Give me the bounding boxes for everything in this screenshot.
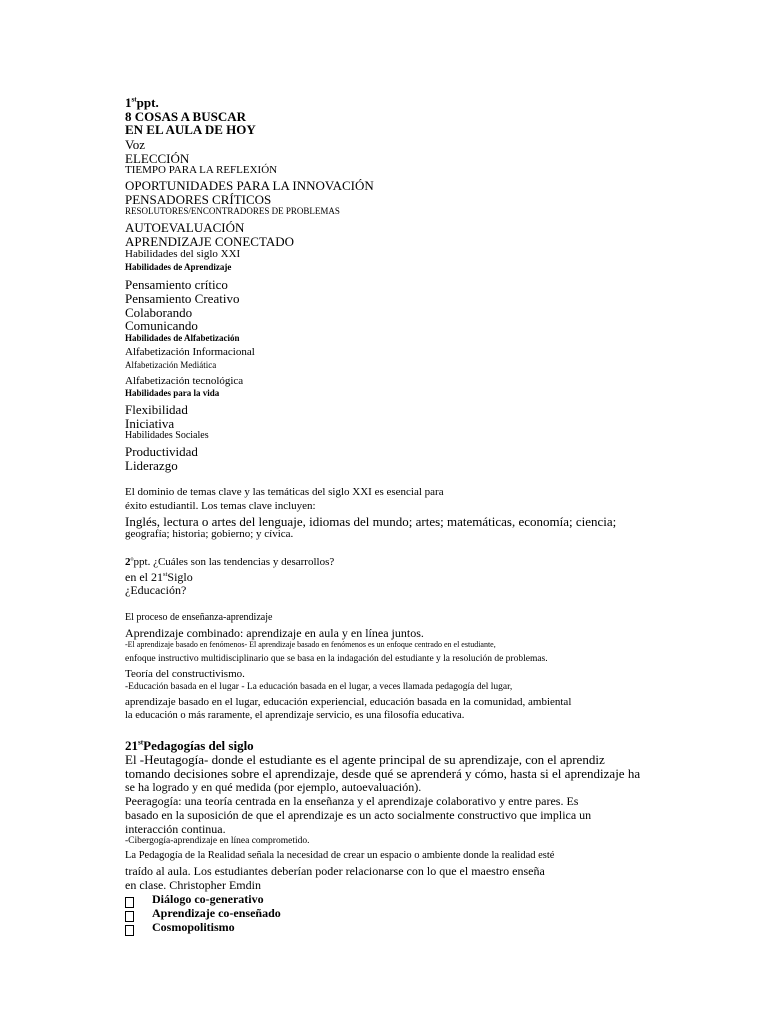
mastery-line: éxito estudiantil. Los temas clave incluyen: <box>125 500 316 512</box>
checkbox-icon <box>125 922 134 940</box>
pedagogies-line: se ha logrado y en qué medida (por ejemplo, autoevaluación). <box>125 780 422 794</box>
bullet-label: Aprendizaje co-enseñado <box>152 906 281 920</box>
pedagogies-line: Peeragogía: una teoría centrada en la enseñanza y el aprendizaje colaborativo y entre pares. Es <box>125 794 579 808</box>
pedagogies-line: basado en la suposición de que el aprendizaje es un acto socialmente constructivo que implica un <box>125 808 592 822</box>
ppt1-label: 1stppt. <box>125 95 159 110</box>
ppt2-line: 2$^o$ppt. ¿Cuáles son las tendencias y desarrollos? <box>125 556 335 568</box>
title-line-1: 8 COSAS A BUSCAR <box>125 109 247 124</box>
process-line: la educación o más raramente, el aprendizaje servicio, es una filosofía educativa. <box>125 710 465 721</box>
ppt2-line: en el 21stSiglo <box>125 570 193 584</box>
list1-item: OPORTUNIDADES PARA LA INNOVACIÓN <box>125 178 374 193</box>
literacy-skill: Alfabetización tecnológica <box>125 375 244 387</box>
ppt2-line: ¿Educación? <box>125 583 187 597</box>
title-line-2: EN EL AULA DE HOY <box>125 122 256 137</box>
learning-skill: Pensamiento Creativo <box>125 291 240 306</box>
learning-skills-heading: Habilidades de Aprendizaje <box>125 262 232 272</box>
mastery-line: Inglés, lectura o artes del lenguaje, idiomas del mundo; artes; matemáticas, economía; ciencia; <box>125 514 617 529</box>
pedagogies-line: interacción continua. <box>125 822 226 836</box>
list1-item: Voz <box>125 137 145 152</box>
process-line: enfoque instructivo multidisciplinario que se basa en la indagación del estudiante y la resolución de problemas. <box>125 654 548 664</box>
literacy-skills-heading: Habilidades de Alfabetización <box>125 333 240 343</box>
life-skill: Productividad <box>125 444 198 459</box>
learning-skill: Colaborando <box>125 305 193 320</box>
pedagogies-line: traído al aula. Los estudiantes deberían poder relacionarse con lo que el maestro enseña <box>125 864 545 878</box>
bullet-label: Diálogo co-generativo <box>152 892 264 906</box>
pedagogies-line: -Cibergogía-aprendizaje en línea comprometido. <box>125 836 310 846</box>
process-line: aprendizaje basado en el lugar, educación experiencial, educación basada en la comunidad, ambiental <box>125 696 572 708</box>
pedagogies-heading: 21stPedagogías del siglo <box>125 738 254 753</box>
pedagogies-line: El -Heutagogía- donde el estudiante es el agente principal de su aprendizaje, con el aprendiz <box>125 752 605 767</box>
list1-item: RESOLUTORES/ENCONTRADORES DE PROBLEMAS <box>125 206 340 216</box>
list1-item: AUTOEVALUACIÓN <box>125 220 245 235</box>
century-skills-heading: Habilidades del siglo XXI <box>125 248 241 260</box>
pedagogies-line: La Pedagogía de la Realidad señala la necesidad de crear un espacio o ambiente donde la realidad esté <box>125 850 555 861</box>
process-line: -El aprendizaje basado en fenómenos- El aprendizaje basado en fenómenos es un enfoque centrado en el estudiante, <box>125 640 496 649</box>
learning-skill: Comunicando <box>125 318 198 333</box>
pedagogies-line: en clase. Christopher Emdin <box>125 878 261 892</box>
mastery-line: geografía; historia; gobierno; y cívica. <box>125 528 294 540</box>
life-skills-heading: Habilidades para la vida <box>125 388 220 398</box>
list1-item: APRENDIZAJE CONECTADO <box>125 234 295 249</box>
learning-skill: Pensamiento crítico <box>125 277 228 292</box>
mastery-line: El dominio de temas clave y las temáticas del siglo XXI es esencial para <box>125 486 444 498</box>
list1-item: PENSADORES CRÍTICOS <box>125 192 272 207</box>
process-line: Teoría del constructivismo. <box>125 668 245 680</box>
life-skill: Flexibilidad <box>125 402 188 417</box>
list1-item: TIEMPO PARA LA REFLEXIÓN <box>125 164 278 176</box>
literacy-skill: Alfabetización Mediática <box>125 360 217 370</box>
bullet-label: Cosmopolitismo <box>152 920 235 934</box>
process-line: -Educación basada en el lugar - La educación basada en el lugar, a veces llamada pedagogía del lugar, <box>125 682 513 692</box>
process-line: Aprendizaje combinado: aprendizaje en aula y en línea juntos. <box>125 626 424 640</box>
process-line: El proceso de enseñanza-aprendizaje <box>125 612 273 623</box>
pedagogies-line: tomando decisiones sobre el aprendizaje, desde qué se aprenderá y cómo, hasta si el aprendizaje ha <box>125 766 641 781</box>
life-skill: Iniciativa <box>125 416 175 431</box>
list1-item: ELECCIÓN <box>125 151 190 166</box>
literacy-skill: Alfabetización Informacional <box>125 346 255 358</box>
life-skill: Habilidades Sociales <box>125 430 209 441</box>
life-skill: Liderazgo <box>125 458 178 473</box>
